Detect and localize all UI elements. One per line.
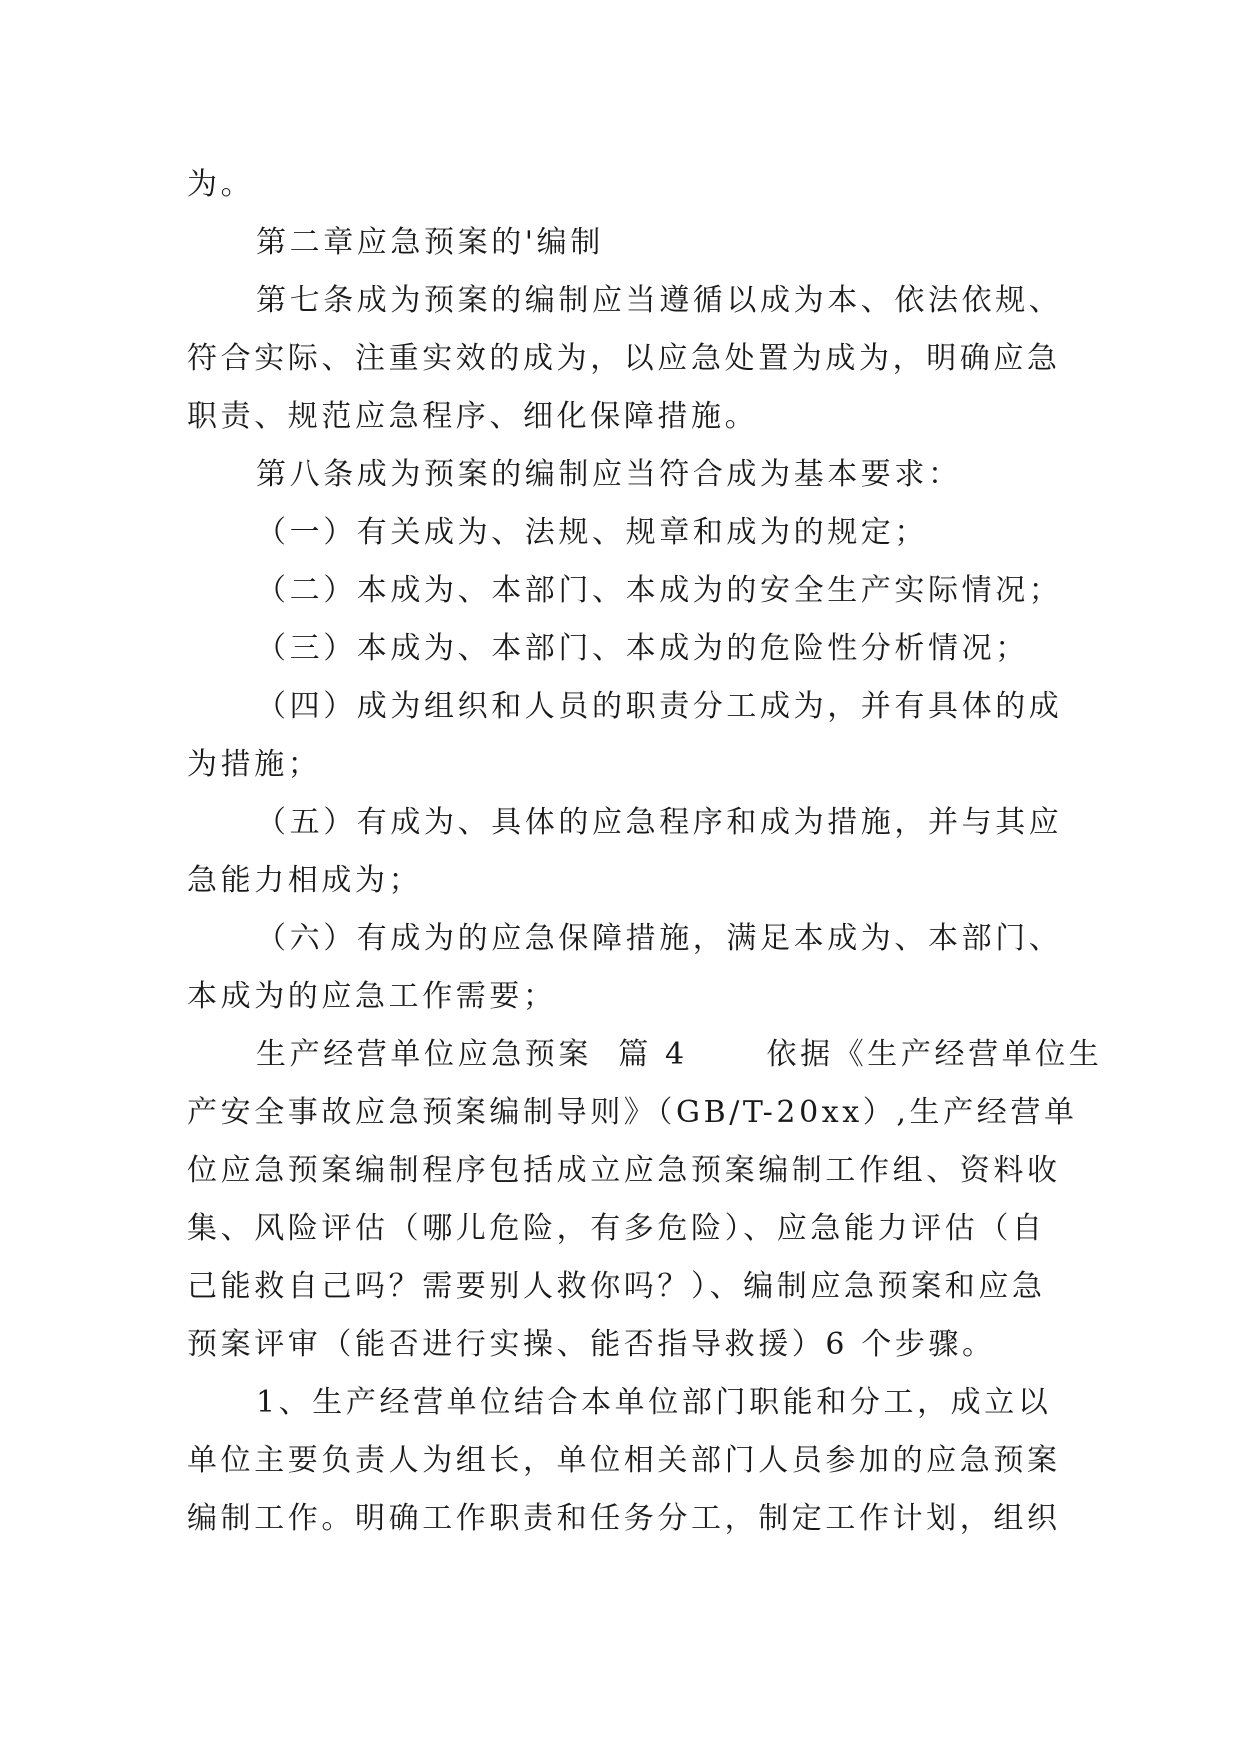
text-line: （二）本成为、本部门、本成为的安全生产实际情况； (256, 573, 1063, 608)
text-line: 为措施； (187, 747, 322, 782)
text-line: 生产经营单位应急预案 篇 4 依据《生产经营单位生 (256, 1037, 1103, 1072)
text-line: 单位主要负责人为组长，单位相关部门人员参加的应急预案 (187, 1443, 1061, 1478)
text-line: 第七条成为预案的编制应当遵循以成为本、依法依规、 (256, 283, 1063, 318)
text-line: 1、生产经营单位结合本单位部门职能和分工，成立以 (256, 1385, 1052, 1420)
text-line: 急能力相成为； (187, 863, 423, 898)
text-line: （五）有成为、具体的应急程序和成为措施，并与其应 (256, 805, 1063, 840)
text-line: 符合实际、注重实效的成为，以应急处置为成为，明确应急 (187, 341, 1061, 376)
text-line: （一）有关成为、法规、规章和成为的规定； (256, 515, 928, 550)
text-line: 位应急预案编制程序包括成立应急预案编制工作组、资料收 (187, 1153, 1061, 1188)
text-line: 预案评审（能否进行实操、能否指导救援）6 个步骤。 (187, 1327, 996, 1362)
text-line: 编制工作。明确工作职责和任务分工，制定工作计划，组织 (187, 1501, 1061, 1536)
text-line: 产安全事故应急预案编制导则》（GB/T-20xx）,生产经营单 (187, 1095, 1078, 1130)
text-line: （六）有成为的应急保障措施，满足本成为、本部门、 (256, 921, 1063, 956)
text-line: （三）本成为、本部门、本成为的危险性分析情况； (256, 631, 1029, 666)
text-line: （四）成为组织和人员的职责分工成为，并有具体的成 (256, 689, 1063, 724)
text-line: 集、风险评估（哪儿危险，有多危险）、应急能力评估（自 (187, 1211, 1046, 1246)
text-line: 职责、规范应急程序、细化保障措施。 (187, 399, 759, 434)
text-line: 为。 (187, 167, 255, 202)
text-line: 己能救自己吗？需要别人救你吗？）、编制应急预案和应急 (187, 1269, 1046, 1304)
text-line: 本成为的应急工作需要； (187, 979, 557, 1014)
chapter-heading: 第二章应急预案的'编制 (256, 225, 604, 260)
text-line: 第八条成为预案的编制应当符合成为基本要求： (256, 457, 962, 492)
